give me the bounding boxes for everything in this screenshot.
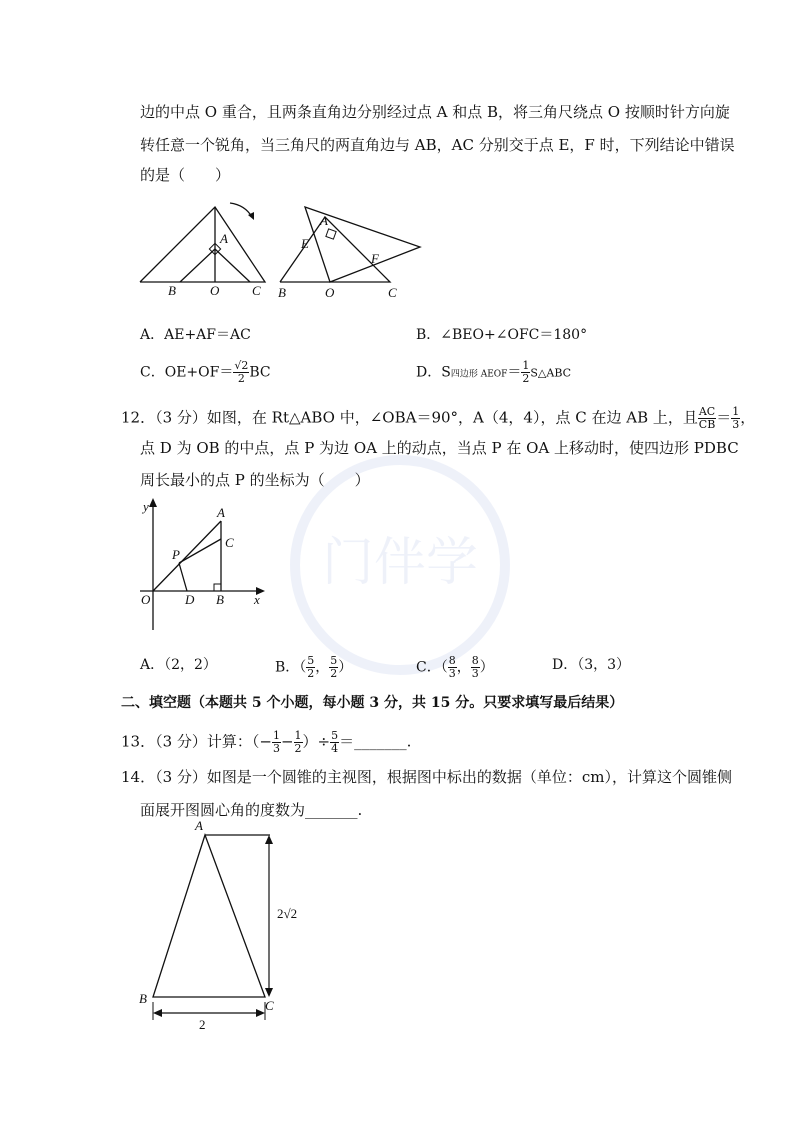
label-f-right: F	[371, 251, 379, 266]
label-o-left: O	[210, 283, 220, 298]
svg-text:门伴学: 门伴学	[321, 533, 479, 593]
label-y: y	[143, 499, 149, 514]
label-c-right: C	[388, 285, 397, 300]
label-b-right: B	[278, 285, 286, 300]
label-base: 2	[199, 1017, 206, 1032]
label-height: 2√2	[277, 906, 298, 921]
q11-option-d: D．S四边形 AEOF＝ $\frac{1}{2}$ S△ABC	[416, 359, 572, 385]
label-p: P	[172, 547, 180, 562]
q12-option-a: A．（2，2）	[140, 657, 217, 673]
label-b: B	[139, 991, 147, 1006]
q12-option-b: B．（ $\frac{5}{2}$ ， $\frac{5}{2}$ ）	[275, 654, 353, 680]
q13-text: 13．（3 分）计算：（− $\frac{1}{3}$ − $\frac{1}{2}$ ）÷ $\frac{5}{4}$ ＝_______.	[121, 729, 412, 755]
label-d: D	[185, 592, 195, 607]
q12-text-line3: 周长最小的点 P 的坐标为（ ）	[140, 471, 370, 489]
section-2-heading: 二、填空题（本题共 5 个小题，每小题 3 分，共 15 分。只要求填写最后结果）	[121, 695, 624, 711]
q14-cone-figure	[135, 815, 335, 1035]
label-x: x	[254, 592, 260, 607]
q11-text-line3: 的是（ ）	[140, 166, 231, 184]
label-o: O	[141, 592, 151, 607]
label-c: C	[225, 535, 234, 550]
label-a: A	[195, 818, 203, 833]
q12-option-d: D．（3，3）	[552, 657, 631, 673]
label-c-left: C	[252, 283, 261, 298]
q11-text-line1: 边的中点 O 重合，且两条直角边分别经过点 A 和点 B，将三角尺绕点 O 按顺时针方向旋	[140, 103, 730, 121]
q11-option-c: C．OE+OF＝ $\frac{√2}{2}$ BC	[140, 359, 271, 385]
label-a-left: A	[220, 231, 228, 246]
label-a-right: A	[320, 213, 328, 228]
q14-text-line1: 14．（3 分）如图是一个圆锥的主视图，根据图中标出的数据（单位：cm），计算这个圆锥侧	[121, 768, 733, 786]
q11-option-a: A．AE+AF＝AC	[140, 327, 251, 343]
label-b-left: B	[168, 283, 176, 298]
label-o-right: O	[325, 285, 335, 300]
q12-text-line2: 点 D 为 OB 的中点，点 P 为边 OA 上的动点，当点 P 在 OA 上移动时，使四边形 PDBC	[140, 439, 739, 457]
label-a: A	[217, 505, 225, 520]
q12-figure	[135, 495, 275, 635]
q11-option-b: B．∠BEO+∠OFC＝180°	[416, 327, 588, 343]
q14-text-line2: 面展开图圆心角的度数为_______.	[140, 801, 363, 819]
q12-text-line1: 12．（3 分）如图，在 Rt△ABO 中，∠OBA＝90°，A（4，4），点 C 在边 AB 上，且 $\frac{AC}{CB}$ ＝ $\frac{1}{3}$ ，	[121, 405, 756, 431]
q12-option-c: C．（ $\frac{8}{3}$ ， $\frac{8}{3}$ ）	[416, 654, 494, 680]
label-c: C	[265, 998, 274, 1013]
q11-text-line2: 转任意一个锐角，当三角尺的两直角边与 AB，AC 分别交于点 E，F 时，下列结论中错误	[140, 136, 735, 154]
q11-figure	[130, 195, 460, 305]
label-e-right: E	[301, 236, 309, 251]
label-b: B	[216, 592, 224, 607]
